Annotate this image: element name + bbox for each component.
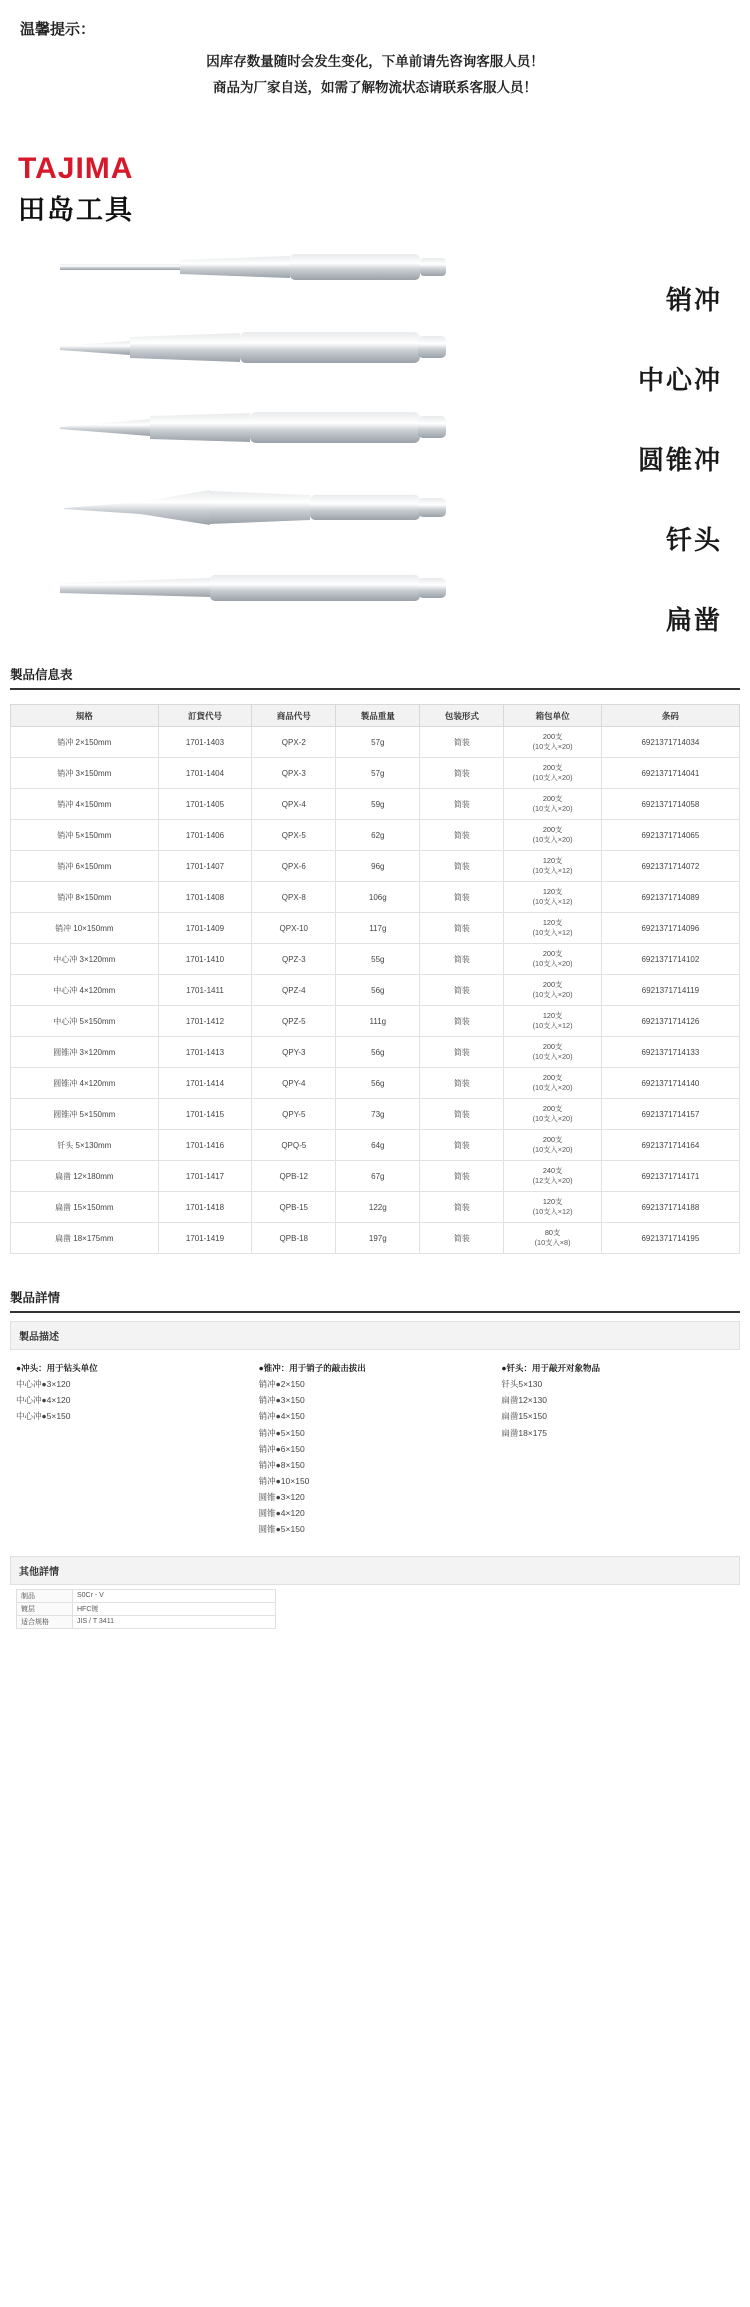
cell-8-barcode: 6921371714119 — [601, 975, 739, 1006]
cell-16-2: QPB-18 — [252, 1223, 336, 1254]
desc-item: 扁凿18×175 — [501, 1427, 547, 1438]
other-row — [17, 1615, 276, 1628]
cell-11-barcode: 6921371714140 — [601, 1068, 739, 1099]
pin-punch-icon — [60, 245, 450, 291]
cell-10-0: 圆锥冲 3×120mm — [11, 1037, 159, 1068]
table-row — [11, 1037, 740, 1068]
cell-6-0: 销冲 10×150mm — [11, 913, 159, 944]
desc-item: 销冲●5×150 — [258, 1427, 305, 1438]
cell-12-3: 73g — [336, 1099, 420, 1130]
cell-11-pack: 200支 (10支入×20) — [504, 1068, 602, 1099]
cell-16-barcode: 6921371714195 — [601, 1223, 739, 1254]
cell-5-1: 1701-1408 — [158, 882, 252, 913]
cell-2-3: 59g — [336, 789, 420, 820]
other-value: HFC镀 — [73, 1602, 276, 1615]
flat-chisel-icon — [60, 565, 450, 611]
other-value: JIS / T 3411 — [73, 1615, 276, 1628]
tool-label-3: 钎头 — [665, 525, 722, 555]
desc-item: 中心冲●5×150 — [16, 1411, 71, 1422]
table-row — [11, 758, 740, 789]
cell-13-3: 64g — [336, 1130, 420, 1161]
center-punch-icon — [60, 325, 450, 371]
table-header-row — [11, 705, 740, 727]
cell-16-4: 简装 — [420, 1223, 504, 1254]
cell-12-1: 1701-1415 — [158, 1099, 252, 1130]
cell-7-2: QPZ-3 — [252, 944, 336, 975]
cell-1-2: QPX-3 — [252, 758, 336, 789]
cell-6-barcode: 6921371714096 — [601, 913, 739, 944]
notice-line-1: 因库存数量随时会发生变化，下单前请先咨询客服人员！ — [206, 54, 544, 69]
tool-label-2: 圆锥冲 — [637, 445, 722, 475]
cell-8-0: 中心冲 4×120mm — [11, 975, 159, 1006]
cell-11-0: 圆锥冲 4×120mm — [11, 1068, 159, 1099]
cell-1-4: 简装 — [420, 758, 504, 789]
tool-label-1: 中心冲 — [637, 365, 722, 395]
detail-section-title: 製品詳情 — [10, 1291, 61, 1305]
cell-9-1: 1701-1412 — [158, 1006, 252, 1037]
cell-12-pack: 200支 (10支入×20) — [504, 1099, 602, 1130]
cell-10-4: 简装 — [420, 1037, 504, 1068]
tool-row-point-chisel — [0, 481, 750, 561]
table-row — [11, 882, 740, 913]
cell-15-4: 简装 — [420, 1192, 504, 1223]
desc-item: 圆锥●4×120 — [258, 1508, 305, 1519]
table-row — [11, 1006, 740, 1037]
cell-3-pack: 200支 (10支入×20) — [504, 820, 602, 851]
cell-0-2: QPX-2 — [252, 727, 336, 758]
cell-0-1: 1701-1403 — [158, 727, 252, 758]
cell-0-3: 57g — [336, 727, 420, 758]
cell-9-0: 中心冲 5×150mm — [11, 1006, 159, 1037]
desc-grid — [10, 1350, 740, 1552]
cell-2-0: 销冲 4×150mm — [11, 789, 159, 820]
cell-14-pack: 240支 (12支入×20) — [504, 1161, 602, 1192]
th-4: 包装形式 — [420, 705, 504, 727]
other-key: 适合规格 — [17, 1615, 73, 1628]
cell-13-barcode: 6921371714164 — [601, 1130, 739, 1161]
cell-6-4: 简装 — [420, 913, 504, 944]
cell-12-0: 圆锥冲 5×150mm — [11, 1099, 159, 1130]
hero-product-images — [0, 227, 750, 647]
cell-5-pack: 120支 (10支入×12) — [504, 882, 602, 913]
other-value: S0Cr - V — [73, 1589, 276, 1602]
cell-7-0: 中心冲 3×120mm — [11, 944, 159, 975]
cell-4-3: 96g — [336, 851, 420, 882]
table-row — [11, 975, 740, 1006]
desc-col-2-head: ●锥冲：用于销子的敲击拔出 — [258, 1363, 366, 1373]
brand-block — [0, 107, 750, 227]
table-row — [11, 851, 740, 882]
other-row — [17, 1602, 276, 1615]
table-row — [11, 913, 740, 944]
cell-1-3: 57g — [336, 758, 420, 789]
cell-3-2: QPX-5 — [252, 820, 336, 851]
cell-7-barcode: 6921371714102 — [601, 944, 739, 975]
cell-9-pack: 120支 (10支入×12) — [504, 1006, 602, 1037]
cell-4-1: 1701-1407 — [158, 851, 252, 882]
cell-0-pack: 200支 (10支入×20) — [504, 727, 602, 758]
spec-section-header — [10, 665, 740, 690]
tool-row-flat-chisel — [0, 561, 750, 641]
cell-15-2: QPB-15 — [252, 1192, 336, 1223]
cell-7-pack: 200支 (10支入×20) — [504, 944, 602, 975]
th-3: 製品重量 — [336, 705, 420, 727]
cell-0-barcode: 6921371714034 — [601, 727, 739, 758]
desc-item: 销冲●3×150 — [258, 1395, 305, 1406]
cell-1-barcode: 6921371714041 — [601, 758, 739, 789]
cell-12-barcode: 6921371714157 — [601, 1099, 739, 1130]
tool-row-center-punch — [0, 321, 750, 401]
spec-table — [10, 704, 740, 1254]
notice-line-2: 商品为厂家自送，如需了解物流状态请联系客服人员！ — [213, 80, 537, 95]
cell-15-barcode: 6921371714188 — [601, 1192, 739, 1223]
cell-11-3: 56g — [336, 1068, 420, 1099]
cell-1-0: 销冲 3×150mm — [11, 758, 159, 789]
cell-13-0: 钎头 5×130mm — [11, 1130, 159, 1161]
brand-logo: TAJIMA — [18, 152, 134, 185]
cell-14-4: 简装 — [420, 1161, 504, 1192]
tool-label-0: 销冲 — [665, 285, 722, 315]
desc-item: 销冲●10×150 — [258, 1475, 310, 1486]
desc-item: 中心冲●3×120 — [16, 1379, 71, 1390]
cell-16-pack: 80支 (10支入×8) — [504, 1223, 602, 1254]
cell-1-1: 1701-1404 — [158, 758, 252, 789]
cell-12-2: QPY-5 — [252, 1099, 336, 1130]
cell-3-barcode: 6921371714065 — [601, 820, 739, 851]
other-details-table — [16, 1589, 276, 1629]
cell-8-1: 1701-1411 — [158, 975, 252, 1006]
brand-sub-name: 田岛工具 — [18, 195, 134, 225]
spec-section-title: 製品信息表 — [10, 668, 73, 682]
cell-7-1: 1701-1410 — [158, 944, 252, 975]
cell-10-barcode: 6921371714133 — [601, 1037, 739, 1068]
cell-15-3: 122g — [336, 1192, 420, 1223]
cell-16-0: 扁凿 18×175mm — [11, 1223, 159, 1254]
cell-10-pack: 200支 (10支入×20) — [504, 1037, 602, 1068]
table-row — [11, 1099, 740, 1130]
cell-9-barcode: 6921371714126 — [601, 1006, 739, 1037]
desc-item: 扁凿12×130 — [501, 1395, 547, 1406]
cell-5-4: 简装 — [420, 882, 504, 913]
taper-punch-icon — [60, 405, 450, 451]
cell-3-0: 销冲 5×150mm — [11, 820, 159, 851]
table-row — [11, 1192, 740, 1223]
cell-13-1: 1701-1416 — [158, 1130, 252, 1161]
cell-15-1: 1701-1418 — [158, 1192, 252, 1223]
table-row — [11, 1223, 740, 1254]
tool-row-pin-punch — [0, 241, 750, 321]
cell-8-pack: 200支 (10支入×20) — [504, 975, 602, 1006]
desc-col-3-head: ●钎头：用于敲开对象物品 — [501, 1363, 600, 1373]
cell-7-4: 简装 — [420, 944, 504, 975]
cell-6-pack: 120支 (10支入×12) — [504, 913, 602, 944]
cell-13-2: QPQ-5 — [252, 1130, 336, 1161]
other-key: 镀层 — [17, 1602, 73, 1615]
cell-8-2: QPZ-4 — [252, 975, 336, 1006]
point-chisel-icon — [60, 485, 450, 531]
cell-10-2: QPY-3 — [252, 1037, 336, 1068]
desc-item: 销冲●6×150 — [258, 1443, 305, 1454]
cell-3-1: 1701-1406 — [158, 820, 252, 851]
cell-13-4: 简装 — [420, 1130, 504, 1161]
desc-sub-bar: 製品描述 — [10, 1321, 740, 1350]
cell-6-1: 1701-1409 — [158, 913, 252, 944]
detail-section-header — [10, 1288, 740, 1313]
desc-col-2 — [259, 1360, 492, 1538]
th-0: 規格 — [11, 705, 159, 727]
other-row — [17, 1589, 276, 1602]
cell-8-3: 56g — [336, 975, 420, 1006]
th-1: 訂貨代号 — [158, 705, 252, 727]
notice-block — [0, 0, 750, 107]
cell-10-1: 1701-1413 — [158, 1037, 252, 1068]
cell-5-3: 106g — [336, 882, 420, 913]
cell-11-4: 简装 — [420, 1068, 504, 1099]
cell-12-4: 简装 — [420, 1099, 504, 1130]
desc-item: 销冲●8×150 — [258, 1459, 305, 1470]
table-row — [11, 727, 740, 758]
cell-5-0: 销冲 8×150mm — [11, 882, 159, 913]
desc-item: 圆锥●3×120 — [258, 1492, 305, 1503]
cell-9-3: 111g — [336, 1006, 420, 1037]
cell-9-4: 简装 — [420, 1006, 504, 1037]
cell-8-4: 简装 — [420, 975, 504, 1006]
table-row — [11, 1068, 740, 1099]
cell-3-3: 62g — [336, 820, 420, 851]
cell-5-barcode: 6921371714089 — [601, 882, 739, 913]
cell-0-0: 销冲 2×150mm — [11, 727, 159, 758]
tool-label-4: 扁凿 — [665, 605, 722, 635]
th-6: 条码 — [601, 705, 739, 727]
cell-14-barcode: 6921371714171 — [601, 1161, 739, 1192]
table-row — [11, 1130, 740, 1161]
cell-9-2: QPZ-5 — [252, 1006, 336, 1037]
cell-2-4: 简装 — [420, 789, 504, 820]
cell-2-pack: 200支 (10支入×20) — [504, 789, 602, 820]
cell-1-pack: 200支 (10支入×20) — [504, 758, 602, 789]
notice-title: 温馨提示： — [20, 21, 96, 38]
cell-14-2: QPB-12 — [252, 1161, 336, 1192]
th-2: 商品代号 — [252, 705, 336, 727]
desc-item: 圆锥●5×150 — [258, 1524, 305, 1535]
cell-6-2: QPX-10 — [252, 913, 336, 944]
cell-2-1: 1701-1405 — [158, 789, 252, 820]
other-key: 制品 — [17, 1589, 73, 1602]
cell-5-2: QPX-8 — [252, 882, 336, 913]
desc-item: 中心冲●4×120 — [16, 1395, 71, 1406]
cell-14-3: 67g — [336, 1161, 420, 1192]
detail-block — [0, 1321, 750, 1629]
table-row — [11, 1161, 740, 1192]
spec-table-wrap — [0, 698, 750, 1254]
cell-15-pack: 120支 (10支入×12) — [504, 1192, 602, 1223]
cell-10-3: 56g — [336, 1037, 420, 1068]
cell-11-2: QPY-4 — [252, 1068, 336, 1099]
desc-item: 钎头5×130 — [501, 1379, 543, 1390]
cell-0-4: 简装 — [420, 727, 504, 758]
desc-col-1 — [16, 1360, 249, 1538]
cell-3-4: 简装 — [420, 820, 504, 851]
cell-6-3: 117g — [336, 913, 420, 944]
cell-16-3: 197g — [336, 1223, 420, 1254]
cell-14-0: 扁凿 12×180mm — [11, 1161, 159, 1192]
desc-col-3 — [501, 1360, 734, 1538]
cell-4-4: 简装 — [420, 851, 504, 882]
other-sub-bar: 其他詳情 — [10, 1556, 740, 1585]
cell-4-barcode: 6921371714072 — [601, 851, 739, 882]
cell-4-pack: 120支 (10支入×12) — [504, 851, 602, 882]
desc-item: 扁凿15×150 — [501, 1411, 547, 1422]
cell-7-3: 55g — [336, 944, 420, 975]
cell-16-1: 1701-1419 — [158, 1223, 252, 1254]
cell-4-2: QPX-6 — [252, 851, 336, 882]
cell-2-barcode: 6921371714058 — [601, 789, 739, 820]
cell-15-0: 扁凿 15×150mm — [11, 1192, 159, 1223]
cell-14-1: 1701-1417 — [158, 1161, 252, 1192]
desc-item: 销冲●2×150 — [258, 1379, 305, 1390]
th-5: 箱包单位 — [504, 705, 602, 727]
tool-row-taper-punch — [0, 401, 750, 481]
cell-13-pack: 200支 (10支入×20) — [504, 1130, 602, 1161]
cell-4-0: 销冲 6×150mm — [11, 851, 159, 882]
table-row — [11, 944, 740, 975]
table-row — [11, 789, 740, 820]
desc-item: 销冲●4×150 — [258, 1411, 305, 1422]
cell-11-1: 1701-1414 — [158, 1068, 252, 1099]
cell-2-2: QPX-4 — [252, 789, 336, 820]
desc-col-1-head: ●冲头：用于钻头单位 — [16, 1363, 98, 1373]
table-row — [11, 820, 740, 851]
